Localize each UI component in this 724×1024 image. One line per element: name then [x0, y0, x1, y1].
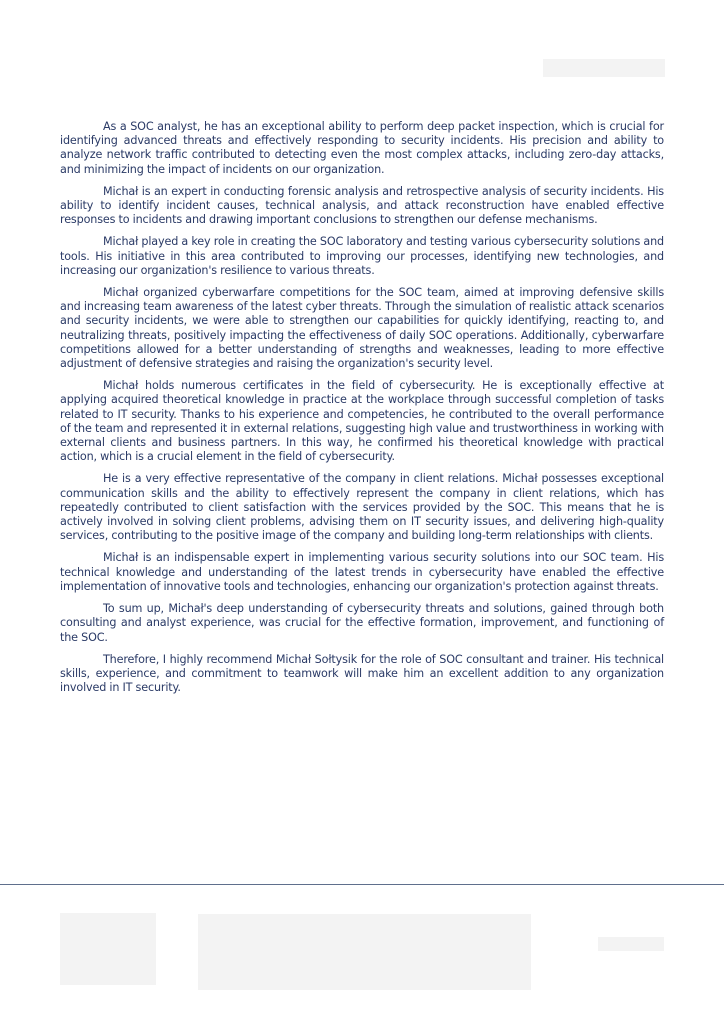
- paragraph-packet-inspection: As a SOC analyst, he has an exceptional ability to perform deep packet inspection, which is crucial for identifying advanced threats and effectively responding to security incidents. His precision and ability to analyze network traffic contributed to detecting even the most complex attacks, including zero-day attacks, and minimizing the impact of incidents on our organization.: [60, 120, 664, 176]
- paragraph-security-solutions: Michał is an indispensable expert in implementing various security solutions into our SOC team. His technical knowledge and understanding of the latest trends in cybersecurity have enabled the effective implementation of innovative tools and technologies, enhancing our organization's protection against threats.: [60, 551, 664, 593]
- footer-page-info-placeholder: [598, 937, 664, 951]
- header-logo-placeholder: [543, 59, 665, 77]
- paragraph-client-relations: He is a very effective representative of the company in client relations. Michał possesses exceptional communication skills and the ability to effectively represent the company in client relations, which has repeatedly contributed to client satisfaction with the services provided by the SOC. This means that he is actively involved in solving client problems, advising them on IT security issues, and delivering high-quality services, contributing to the positive image of the company and building long-term relationships with clients.: [60, 472, 664, 543]
- paragraph-certificates: Michał holds numerous certificates in the field of cybersecurity. He is exceptionally effective at applying acquired theoretical knowledge in practice at the workplace through successful completion of tasks related to IT security. Thanks to his experience and competencies, he contributed to the overall performance of the team and represented it in external relations, suggesting high value and trustworthiness in working with external clients and business partners. In this way, he confirmed his theoretical knowledge with practical action, which is a crucial element in the field of cybersecurity.: [60, 379, 664, 464]
- paragraph-recommendation: Therefore, I highly recommend Michał Sołtysik for the role of SOC consultant and trainer. His technical skills, experience, and commitment to teamwork will make him an excellent addition to any organization involved in IT security.: [60, 652, 664, 695]
- footer-signature-placeholder: [198, 914, 531, 990]
- footer-logo-placeholder: [60, 913, 156, 985]
- paragraph-summary: To sum up, Michał's deep understanding of cybersecurity threats and solutions, gained through both consulting and analyst experience, was crucial for the effective formation, improvement, and functioning of the SOC.: [60, 602, 664, 644]
- footer-divider: [0, 884, 724, 885]
- paragraph-forensic-analysis: Michał is an expert in conducting forensic analysis and retrospective analysis of security incidents. His ability to identify incident causes, technical analysis, and attack reconstruction have enabled effective responses to incidents and drawing important conclusions to strengthen our defense mechanisms.: [60, 184, 664, 227]
- paragraph-soc-laboratory: Michał played a key role in creating the SOC laboratory and testing various cybersecurity solutions and tools. His initiative in this area contributed to improving our processes, identifying new technologies, and increasing our organization's resilience to various threats.: [60, 235, 664, 277]
- letter-body: [60, 120, 664, 703]
- paragraph-cyberwarfare-competitions: Michał organized cyberwarfare competitions for the SOC team, aimed at improving defensive skills and increasing team awareness of the latest cyber threats. Through the simulation of realistic attack scenarios and security incidents, we were able to strengthen our capabilities for quickly identifying, reacting to, and neutralizing threats, positively impacting the effectiveness of daily SOC operations. Additionally, cyberwarfare competitions allowed for a better understanding of strengths and weaknesses, leading to more effective adjustment of defensive strategies and raising the organization's security level.: [60, 286, 664, 371]
